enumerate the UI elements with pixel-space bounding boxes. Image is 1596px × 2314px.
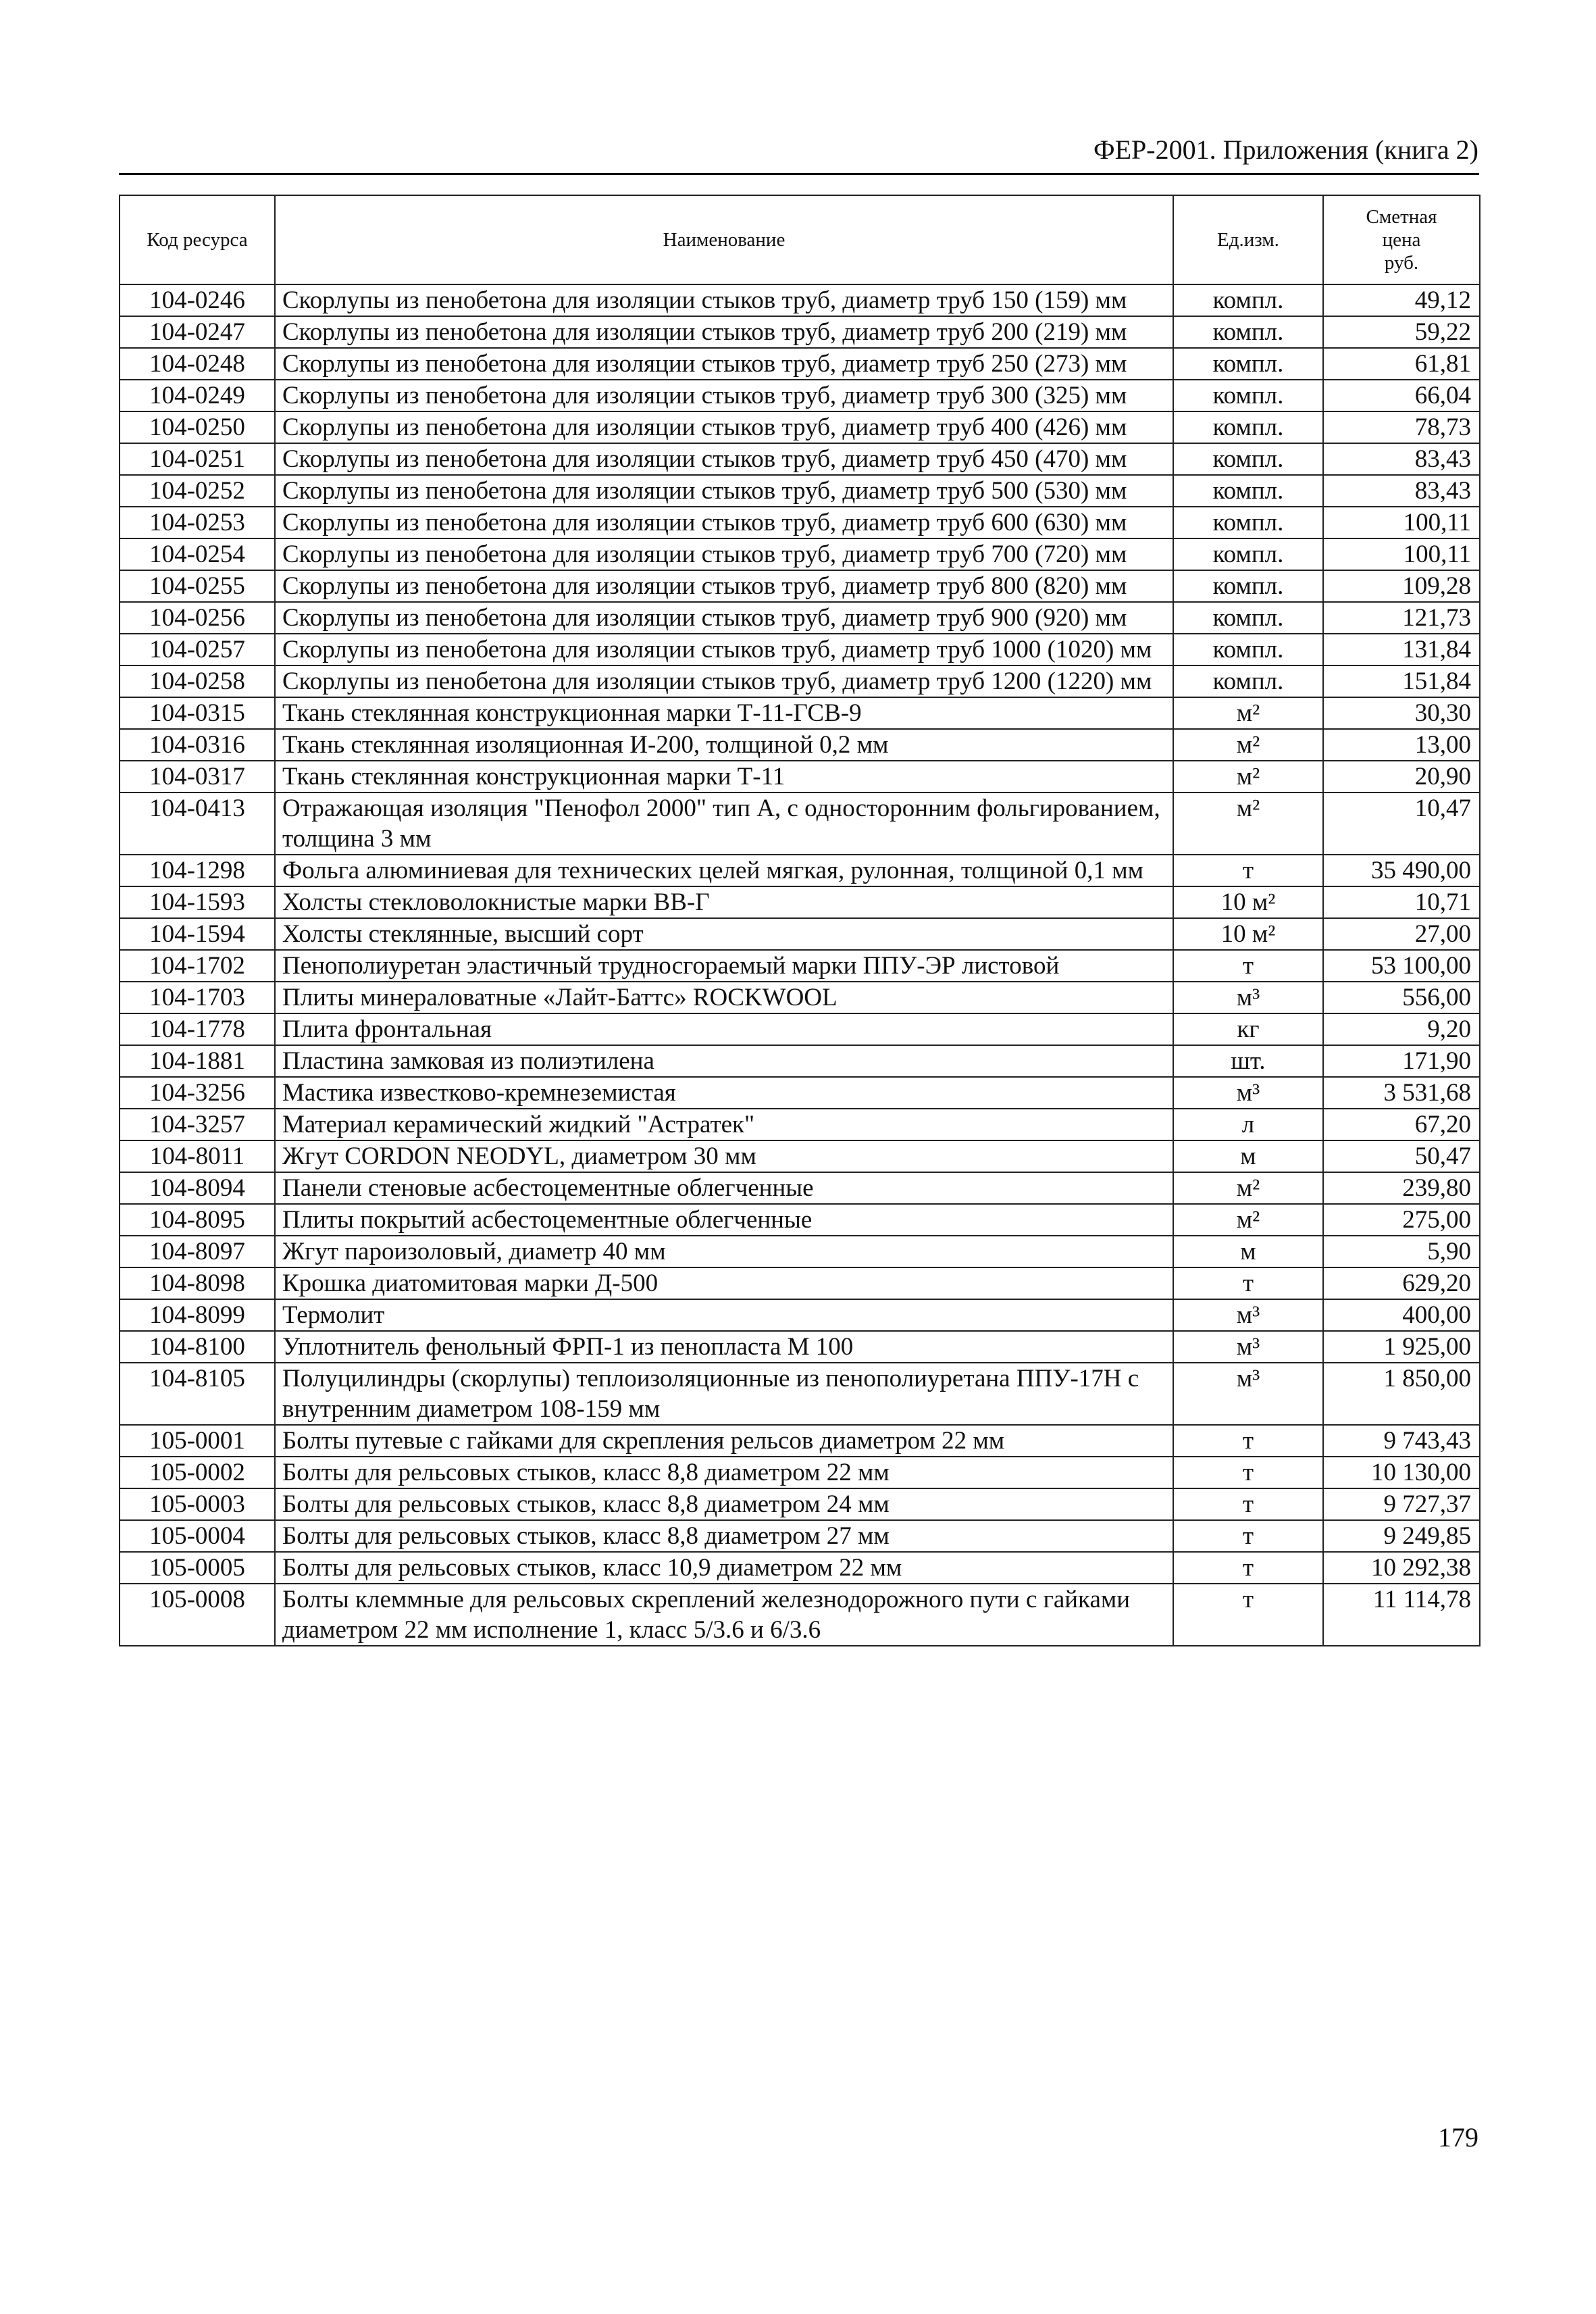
resource-unit: 10 м² [1173,918,1323,950]
resource-unit: м³ [1173,1299,1323,1331]
resource-unit: компл. [1173,475,1323,507]
resource-code: 104-8011 [120,1140,275,1172]
resource-unit: компл. [1173,348,1323,380]
resource-code: 104-1703 [120,982,275,1013]
resource-price: 9 727,37 [1323,1488,1480,1520]
table-row [120,950,1480,982]
resource-code: 105-0001 [120,1425,275,1457]
resource-name: Скорлупы из пенобетона для изоляции стыков труб, диаметр труб 1000 (1020) мм [275,634,1173,665]
running-header: ФЕР-2001. Приложения (книга 2) [1093,134,1478,165]
resource-name: Мастика известково-кремнеземистая [275,1077,1173,1109]
table-header-row [120,195,1480,284]
resource-unit: шт. [1173,1045,1323,1077]
table-row [120,855,1480,886]
resource-unit: компл. [1173,634,1323,665]
resource-unit: м³ [1173,1077,1323,1109]
table-row [120,538,1480,570]
resource-unit: компл. [1173,570,1323,602]
resource-price: 11 114,78 [1323,1584,1480,1646]
column-header-unit: Ед.изм. [1173,195,1323,284]
table-row [120,918,1480,950]
resource-name: Скорлупы из пенобетона для изоляции стыков труб, диаметр труб 300 (325) мм [275,380,1173,411]
table-body [120,284,1480,1646]
resource-code: 104-8094 [120,1172,275,1204]
resource-unit: м² [1173,793,1323,855]
resource-price: 131,84 [1323,634,1480,665]
table-row [120,1488,1480,1520]
table-row [120,1299,1480,1331]
table-row [120,729,1480,761]
resource-code: 105-0005 [120,1552,275,1584]
resource-name: Отражающая изоляция "Пенофол 2000" тип А, с односторонним фольгированием, толщина 3 мм [275,793,1173,855]
resource-name: Холсты стекловолокнистые марки ВВ-Г [275,886,1173,918]
resource-code: 104-1298 [120,855,275,886]
resource-price: 3 531,68 [1323,1077,1480,1109]
resource-name: Болты для рельсовых стыков, класс 10,9 диаметром 22 мм [275,1552,1173,1584]
resource-name: Панели стеновые асбестоцементные облегченные [275,1172,1173,1204]
resource-price: 9,20 [1323,1013,1480,1045]
resource-code: 104-8098 [120,1267,275,1299]
resource-price: 59,22 [1323,316,1480,348]
resource-name: Скорлупы из пенобетона для изоляции стыков труб, диаметр труб 150 (159) мм [275,284,1173,316]
resource-price: 49,12 [1323,284,1480,316]
resource-name: Плиты минераловатные «Лайт-Баттс» ROCKWOOL [275,982,1173,1013]
resource-price: 83,43 [1323,443,1480,475]
resource-unit: кг [1173,1013,1323,1045]
resource-name: Фольга алюминиевая для технических целей мягкая, рулонная, толщиной 0,1 мм [275,855,1173,886]
table-row [120,475,1480,507]
resource-price: 151,84 [1323,665,1480,697]
resource-code: 104-8099 [120,1299,275,1331]
header-divider [119,173,1479,175]
resource-unit: т [1173,1552,1323,1584]
resource-unit: м³ [1173,1331,1323,1363]
resource-code: 104-1594 [120,918,275,950]
table-row [120,634,1480,665]
table-row [120,348,1480,380]
table-row [120,1457,1480,1488]
resource-unit: 10 м² [1173,886,1323,918]
table-row [120,761,1480,793]
resource-code: 104-8100 [120,1331,275,1363]
resource-name: Скорлупы из пенобетона для изоляции стыков труб, диаметр труб 500 (530) мм [275,475,1173,507]
resource-code: 104-1778 [120,1013,275,1045]
resource-unit: компл. [1173,380,1323,411]
resource-unit: т [1173,855,1323,886]
resource-unit: м² [1173,761,1323,793]
resource-unit: л [1173,1109,1323,1140]
resource-price: 9 249,85 [1323,1520,1480,1552]
resource-code: 104-0315 [120,697,275,729]
table-row [120,697,1480,729]
table-row [120,411,1480,443]
resource-code: 104-0255 [120,570,275,602]
table-row [120,1045,1480,1077]
resource-unit: компл. [1173,602,1323,634]
resource-price: 109,28 [1323,570,1480,602]
resource-unit: т [1173,1584,1323,1646]
resource-price: 100,11 [1323,538,1480,570]
resource-name: Холсты стеклянные, высший сорт [275,918,1173,950]
price-header-line-3: руб. [1384,252,1419,274]
table-row [120,1425,1480,1457]
resource-name: Ткань стеклянная изоляционная И-200, толщиной 0,2 мм [275,729,1173,761]
resource-code: 104-8105 [120,1363,275,1425]
resource-price: 400,00 [1323,1299,1480,1331]
resource-name: Болты для рельсовых стыков, класс 8,8 диаметром 22 мм [275,1457,1173,1488]
resource-price: 10 292,38 [1323,1552,1480,1584]
resource-unit: т [1173,1520,1323,1552]
table-row [120,443,1480,475]
table-row [120,1552,1480,1584]
resource-name: Ткань стеклянная конструкционная марки Т-11 [275,761,1173,793]
resource-name: Болты для рельсовых стыков, класс 8,8 диаметром 27 мм [275,1520,1173,1552]
table-row [120,380,1480,411]
resource-name: Пенополиуретан эластичный трудносгораемый марки ППУ-ЭР листовой [275,950,1173,982]
resource-code: 104-0413 [120,793,275,855]
resource-unit: т [1173,1267,1323,1299]
resource-unit: компл. [1173,507,1323,538]
resource-code: 104-0251 [120,443,275,475]
resource-price: 1 925,00 [1323,1331,1480,1363]
table-row [120,1172,1480,1204]
table-row [120,1331,1480,1363]
resource-name: Ткань стеклянная конструкционная марки Т-11-ГСВ-9 [275,697,1173,729]
resource-unit: компл. [1173,316,1323,348]
resource-code: 105-0008 [120,1584,275,1646]
resource-name: Болты для рельсовых стыков, класс 8,8 диаметром 24 мм [275,1488,1173,1520]
resource-code: 104-0316 [120,729,275,761]
resource-code: 104-3257 [120,1109,275,1140]
table-row [120,1140,1480,1172]
resource-unit: компл. [1173,411,1323,443]
resource-price: 556,00 [1323,982,1480,1013]
resource-code: 104-1593 [120,886,275,918]
resource-price: 53 100,00 [1323,950,1480,982]
resource-name: Болты клеммные для рельсовых скреплений железнодорожного пути с гайками диаметром 22 мм исполнение 1, класс 5/3.6 и 6/3.6 [275,1584,1173,1646]
page-number: 179 [1438,2122,1478,2153]
table-row [120,793,1480,855]
resource-price: 30,30 [1323,697,1480,729]
resource-price: 9 743,43 [1323,1425,1480,1457]
resource-price: 61,81 [1323,348,1480,380]
price-header-line-1: Сметная [1366,206,1437,228]
resource-price: 20,90 [1323,761,1480,793]
resource-price: 275,00 [1323,1204,1480,1236]
resource-price: 78,73 [1323,411,1480,443]
table-row [120,1109,1480,1140]
resource-name: Жгут CORDON NEODYL, диаметром 30 мм [275,1140,1173,1172]
resource-name: Скорлупы из пенобетона для изоляции стыков труб, диаметр труб 800 (820) мм [275,570,1173,602]
resource-code: 104-1702 [120,950,275,982]
resource-price: 27,00 [1323,918,1480,950]
resource-name: Скорлупы из пенобетона для изоляции стыков труб, диаметр труб 200 (219) мм [275,316,1173,348]
resource-name: Скорлупы из пенобетона для изоляции стыков труб, диаметр труб 600 (630) мм [275,507,1173,538]
resource-price: 50,47 [1323,1140,1480,1172]
resource-price: 171,90 [1323,1045,1480,1077]
column-header-name: Наименование [275,195,1173,284]
resource-code: 105-0004 [120,1520,275,1552]
table-row [120,1584,1480,1646]
resource-code: 104-0250 [120,411,275,443]
table-row [120,886,1480,918]
resource-code: 104-0249 [120,380,275,411]
table-row [120,1363,1480,1425]
resource-name: Скорлупы из пенобетона для изоляции стыков труб, диаметр труб 450 (470) мм [275,443,1173,475]
resource-price: 100,11 [1323,507,1480,538]
resource-code: 104-3256 [120,1077,275,1109]
resource-code: 104-0256 [120,602,275,634]
table-row [120,1520,1480,1552]
resource-unit: т [1173,1488,1323,1520]
resource-unit: компл. [1173,538,1323,570]
resource-name: Скорлупы из пенобетона для изоляции стыков труб, диаметр труб 400 (426) мм [275,411,1173,443]
resource-code: 104-8097 [120,1236,275,1267]
resource-code: 105-0003 [120,1488,275,1520]
resource-name: Скорлупы из пенобетона для изоляции стыков труб, диаметр труб 250 (273) мм [275,348,1173,380]
resource-unit: м³ [1173,1363,1323,1425]
resource-name: Скорлупы из пенобетона для изоляции стыков труб, диаметр труб 900 (920) мм [275,602,1173,634]
resource-code: 104-0257 [120,634,275,665]
resource-unit: компл. [1173,284,1323,316]
resource-code: 104-0253 [120,507,275,538]
resource-price: 13,00 [1323,729,1480,761]
resource-unit: м³ [1173,982,1323,1013]
resource-unit: компл. [1173,443,1323,475]
resource-unit: компл. [1173,665,1323,697]
column-header-price [1323,195,1480,284]
resource-name: Материал керамический жидкий "Астратек" [275,1109,1173,1140]
resource-price: 5,90 [1323,1236,1480,1267]
resource-price-table [119,195,1481,1646]
resource-name: Жгут пароизоловый, диаметр 40 мм [275,1236,1173,1267]
resource-price: 121,73 [1323,602,1480,634]
table-row [120,602,1480,634]
resource-name: Скорлупы из пенобетона для изоляции стыков труб, диаметр труб 1200 (1220) мм [275,665,1173,697]
resource-price: 67,20 [1323,1109,1480,1140]
table-row [120,1013,1480,1045]
resource-code: 104-8095 [120,1204,275,1236]
table-row [120,1204,1480,1236]
resource-unit: м² [1173,697,1323,729]
resource-price: 10,71 [1323,886,1480,918]
resource-code: 104-0254 [120,538,275,570]
resource-unit: т [1173,950,1323,982]
table-row [120,1267,1480,1299]
resource-unit: м [1173,1140,1323,1172]
column-header-code: Код ресурса [120,195,275,284]
resource-name: Полуцилиндры (скорлупы) теплоизоляционные из пенополиуретана ППУ-17Н с внутренним диаметром 108-159 мм [275,1363,1173,1425]
resource-code: 104-0248 [120,348,275,380]
resource-unit: т [1173,1457,1323,1488]
resource-code: 105-0002 [120,1457,275,1488]
resource-name: Скорлупы из пенобетона для изоляции стыков труб, диаметр труб 700 (720) мм [275,538,1173,570]
resource-name: Болты путевые с гайками для скрепления рельсов диаметром 22 мм [275,1425,1173,1457]
resource-unit: м [1173,1236,1323,1267]
table-row [120,570,1480,602]
resource-price: 83,43 [1323,475,1480,507]
resource-name: Плиты покрытий асбестоцементные облегченные [275,1204,1173,1236]
table-row [120,1077,1480,1109]
table-row [120,316,1480,348]
resource-name: Плита фронтальная [275,1013,1173,1045]
resource-name: Крошка диатомитовая марки Д-500 [275,1267,1173,1299]
table-row [120,284,1480,316]
resource-price: 66,04 [1323,380,1480,411]
resource-unit: м² [1173,1172,1323,1204]
resource-price: 239,80 [1323,1172,1480,1204]
table-row [120,665,1480,697]
price-header-line-2: цена [1382,229,1421,251]
table-row [120,507,1480,538]
resource-unit: т [1173,1425,1323,1457]
resource-name: Уплотнитель фенольный ФРП-1 из пенопласта М 100 [275,1331,1173,1363]
resource-code: 104-0258 [120,665,275,697]
resource-code: 104-0247 [120,316,275,348]
resource-name: Термолит [275,1299,1173,1331]
resource-price: 10,47 [1323,793,1480,855]
resource-price: 1 850,00 [1323,1363,1480,1425]
resource-code: 104-0252 [120,475,275,507]
resource-code: 104-0317 [120,761,275,793]
table-row [120,982,1480,1013]
resource-unit: м² [1173,729,1323,761]
resource-unit: м² [1173,1204,1323,1236]
table-row [120,1236,1480,1267]
resource-price: 10 130,00 [1323,1457,1480,1488]
resource-name: Пластина замковая из полиэтилена [275,1045,1173,1077]
resource-code: 104-1881 [120,1045,275,1077]
resource-price: 629,20 [1323,1267,1480,1299]
resource-price: 35 490,00 [1323,855,1480,886]
resource-code: 104-0246 [120,284,275,316]
